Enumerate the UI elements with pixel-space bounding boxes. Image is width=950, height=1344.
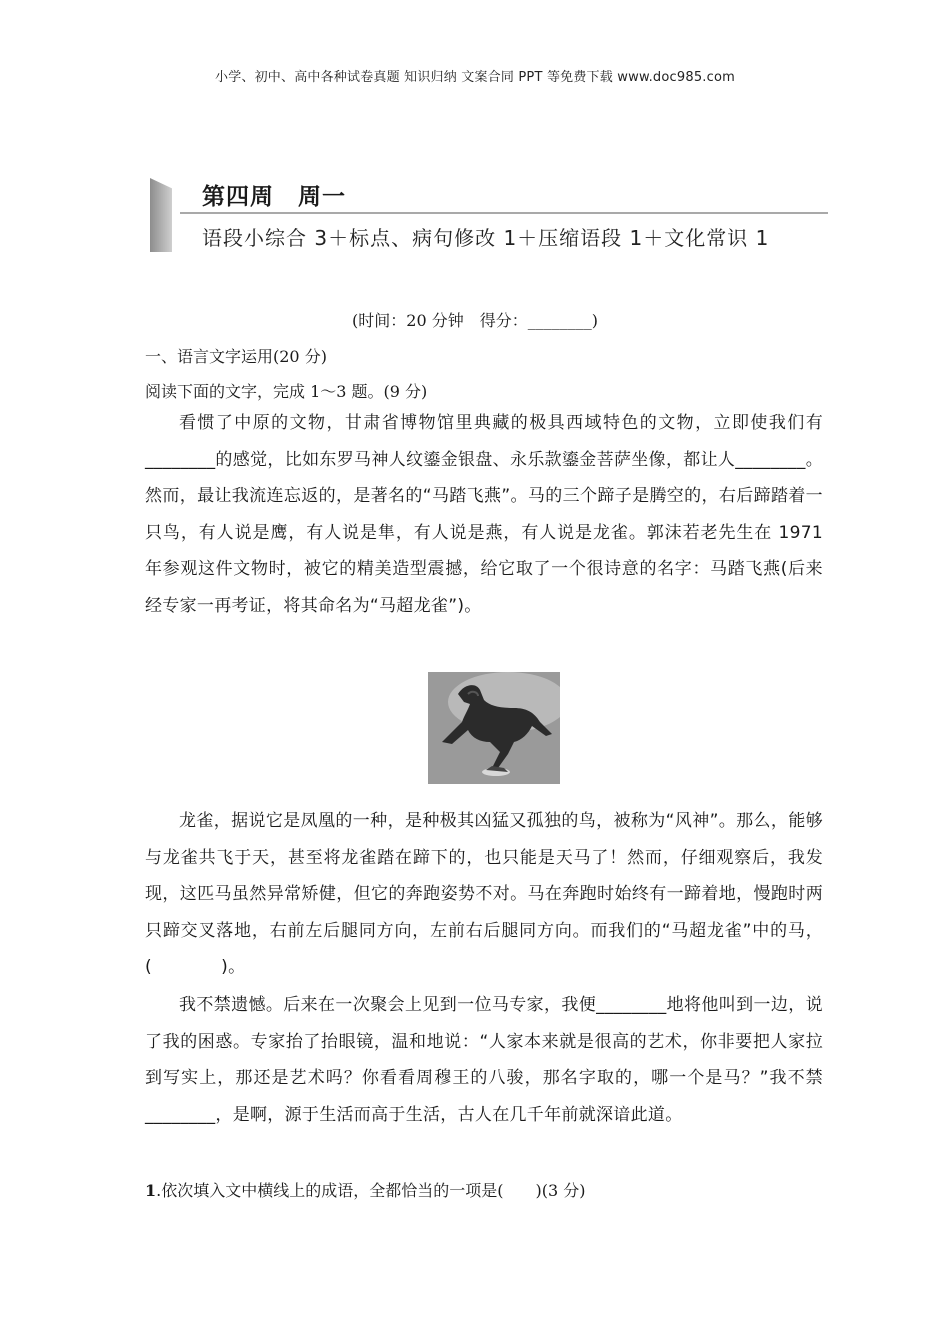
page-subtitle: 语段小综合 3＋标点、病句修改 1＋压缩语段 1＋文化常识 1 bbox=[202, 226, 770, 250]
question-number: 1 bbox=[145, 1181, 157, 1200]
page-title: 第四周 周一 bbox=[202, 184, 346, 210]
header-banner: 小学、初中、高中各种试卷真题 知识归纳 文案合同 PPT 等免费下载 www.doc985.com bbox=[215, 70, 735, 85]
title-decoration-bar bbox=[150, 178, 172, 252]
section-heading: 一、语言文字运用(20 分) bbox=[145, 347, 327, 366]
time-score-line: (时间：20 分钟 得分：________) bbox=[352, 311, 598, 330]
bronze-horse-icon bbox=[428, 672, 560, 784]
passage-paragraph-3: 我不禁遗憾。后来在一次聚会上见到一位马专家，我便________地将他叫到一边，说了我的困惑。专家抬了抬眼镜，温和地说：“人家本来就是很高的艺术，你非要把人家拉到写实上，那还是艺术吗？你看看周穆王的八骏，那名字取的，哪一个是马？”我不禁________，是啊，源于生活而高于生活，古人在几千年前就深谙此道。 bbox=[145, 995, 823, 1125]
title-block bbox=[150, 178, 830, 254]
passage-paragraph-2: 龙雀，据说它是凤凰的一种，是种极其凶猛又孤独的鸟，被称为“风神”。那么，能够与龙雀共飞于天，甚至将龙雀踏在蹄下的，也只能是天马了！然而，仔细观察后，我发现，这匹马虽然异常矫健，但它的奔跑姿势不对。马在奔跑时始终有一蹄着地，慢跑时两只蹄交叉落地，右前左后腿同方向，左前右后腿同方向。而我们的“马超龙雀”中的马，( )。 bbox=[145, 811, 823, 977]
title-divider bbox=[180, 212, 828, 214]
passage-paragraph-1: 看惯了中原的文物，甘肃省博物馆里典藏的极具西域特色的文物，立即使我们有________的感觉，比如东罗马神人纹鎏金银盘、永乐款鎏金菩萨坐像，都让人________。然而，最让我流连忘返的，是著名的“马踏飞燕”。马的三个蹄子是腾空的，右后蹄踏着一只鸟，有人说是鹰，有人说是隼，有人说是燕，有人说是龙雀。郭沫若老先生在 1971 年参观这件文物时，被它的精美造型震撼，给它取了一个很诗意的名字：马踏飞燕(后来经专家一再考证，将其命名为“马超龙雀”)。 bbox=[145, 413, 823, 616]
question-text: .依次填入文中横线上的成语，全都恰当的一项是( )(3 分) bbox=[156, 1181, 586, 1200]
section-instruction: 阅读下面的文字，完成 1～3 题。(9 分) bbox=[145, 382, 428, 401]
question-1 bbox=[145, 1178, 585, 1201]
galloping-horse-photo bbox=[428, 672, 560, 784]
